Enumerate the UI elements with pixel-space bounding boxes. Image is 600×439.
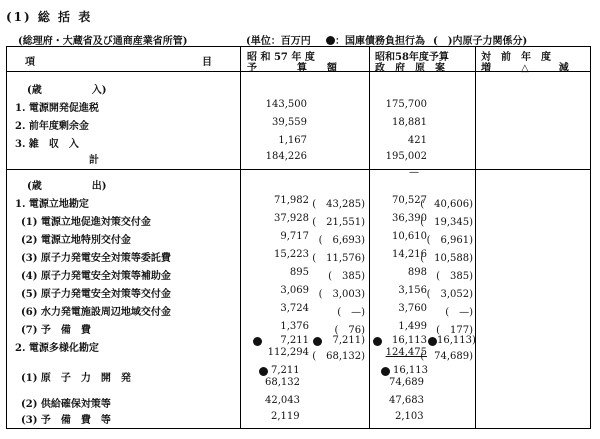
account-fy58: 70,527 [392,195,427,206]
item-fy57-debt: 7,211 [271,365,300,376]
item-fy58-nuclear: ( 10,588) [420,253,473,264]
col-divider [369,47,370,428]
revenue-total-fy58: 195,002 [385,151,427,162]
item-fy58: 1,499 [398,321,427,332]
item-fy58-nuclear: ( —) [445,307,473,318]
item-fy57: 42,043 [265,395,300,406]
debt-mark-icon [253,337,262,346]
item-fy58-nuclear: ( 3,052) [426,289,473,300]
account-fy58-debt-nuclear: 16,113) [437,335,476,346]
col-divider [475,47,476,428]
item-fy58: 3,760 [398,303,427,314]
item-fy58: 47,683 [389,395,424,406]
item-label: (2) 電源立地特別交付金 [21,235,131,246]
item-fy57-nuclear: ( 385) [328,271,365,282]
account-fy57: 71,982 [274,195,309,206]
item-fy57-nuclear: ( 76) [334,325,365,336]
debt-mark-icon [428,337,437,346]
account-fy58-debt: 16,113 [392,335,427,346]
item-fy57-nuclear: ( 6,693) [318,235,365,246]
revenue-total-fy57: 184,226 [265,151,307,162]
revenue-row-fy58: 18,881 [392,117,427,128]
item-label: (6) 水力発電施設周辺地域交付金 [21,307,171,318]
unit-note: (単位：百万円 [246,36,311,47]
account-fy57-debt: 7,211 [280,335,309,346]
revenue-row-fy58: 421 [407,135,427,146]
account-fy58-nuclear: ( 74,689) [420,351,473,362]
item-fy57: 37,928 [274,213,309,224]
item-label: (3) 原子力発電安全対策等委託費 [21,253,171,264]
revenue-row-label: 2. 前年度剰余金 [15,121,89,132]
page-title: (1) 総 括 表 [6,10,93,24]
header-fy57-bottom: 予 算 額 [247,63,337,74]
account-label: 2. 電源多様化勘定 [15,343,99,354]
paren-note: ( )内原子力関係分) [433,36,528,47]
account-fy58: 124,475 [385,347,427,358]
account-fy57-debt-nuclear: 7,211) [332,335,365,346]
account-fy57: 112,294 [267,347,309,358]
account-fy57-nuclear: ( 68,132) [312,351,365,362]
header-fy57-top: 昭 和 57 年 度 [247,52,315,63]
col-divider [240,47,241,428]
item-fy57-nuclear: ( —) [337,307,365,318]
item-fy58-debt: 16,113 [393,365,428,376]
revenue-row-fy57: 143,500 [265,99,307,110]
item-fy58: 2,103 [395,411,424,422]
item-fy57: 895 [289,267,309,278]
item-label: (7) 予 備 費 [21,325,91,336]
section-divider [7,169,590,170]
header-fy58-bottom: 政 府 原 案 [375,63,445,74]
debt-mark-icon [259,367,268,376]
revenue-header: (歳 入) [27,85,107,96]
item-label: (4) 原子力発電安全対策等補助金 [21,271,171,282]
revenue-row-fy57: 1,167 [278,135,307,146]
revenue-total-label: 計 [89,155,99,166]
header-change-bottom: 増 △ 減 [481,63,569,74]
item-fy58-nuclear: ( 19,345) [420,217,473,228]
header-fy58-top: 昭和58年度予算 [375,52,449,63]
item-fy57: 68,132 [265,377,300,388]
scope-note: (総理府・大蔵省及び通商産業省所管) [18,36,188,47]
item-fy58-nuclear: ( 385) [436,271,473,282]
item-fy57: 3,724 [280,303,309,314]
revenue-row-fy58: 175,700 [385,99,427,110]
item-fy58: 10,610 [392,231,427,242]
revenue-row-label: 1. 電源開発促進税 [15,103,99,114]
item-fy57-nuclear: ( 11,576) [312,253,365,264]
item-fy57: 2,119 [271,411,300,422]
header-item-left: 項 [25,57,35,68]
item-fy58: 3,156 [398,285,427,296]
item-label: (5) 原子力発電安全対策等交付金 [21,289,171,300]
debt-mark-icon [381,367,390,376]
account-label: 1. 電源立地勘定 [15,199,89,210]
mark-note-text: ：国庫債務負担行為 [335,36,425,47]
revenue-row-label: 3. 雑 収 入 [15,139,79,150]
item-fy57: 1,376 [280,321,309,332]
item-fy57-nuclear: ( 21,551) [312,217,365,228]
debt-mark-icon [313,337,322,346]
item-label: (2) 供給確保対策等 [21,399,111,410]
summary-table [6,46,591,429]
dash-note: — [409,167,419,178]
item-fy57: 3,069 [280,285,309,296]
item-fy57-nuclear: ( 3,003) [318,289,365,300]
item-fy58-nuclear: ( 177) [436,325,473,336]
account-fy58-nuclear: ( 40,606) [420,199,473,210]
header-change-top: 対 前 年 度 [481,52,551,63]
expenditure-header: (歳 出) [27,181,107,192]
bullet-mark-icon [326,36,335,45]
item-fy57: 15,223 [274,249,309,260]
item-fy58: 36,390 [392,213,427,224]
account-fy57-nuclear: ( 43,285) [312,199,365,210]
item-fy58: 74,689 [389,377,424,388]
item-fy58: 898 [407,267,427,278]
item-label: (1) 電源立地促進対策交付金 [21,217,151,228]
item-label: (1) 原 子 力 開 発 [21,373,131,384]
item-fy57: 9,717 [280,231,309,242]
header-item-right: 目 [202,57,212,68]
item-fy58: 14,216 [392,249,427,260]
revenue-row-fy57: 39,559 [272,117,307,128]
item-fy58-nuclear: ( 6,961) [426,235,473,246]
item-label: (3) 予 備 費 等 [21,415,111,426]
mark-note [326,32,425,47]
